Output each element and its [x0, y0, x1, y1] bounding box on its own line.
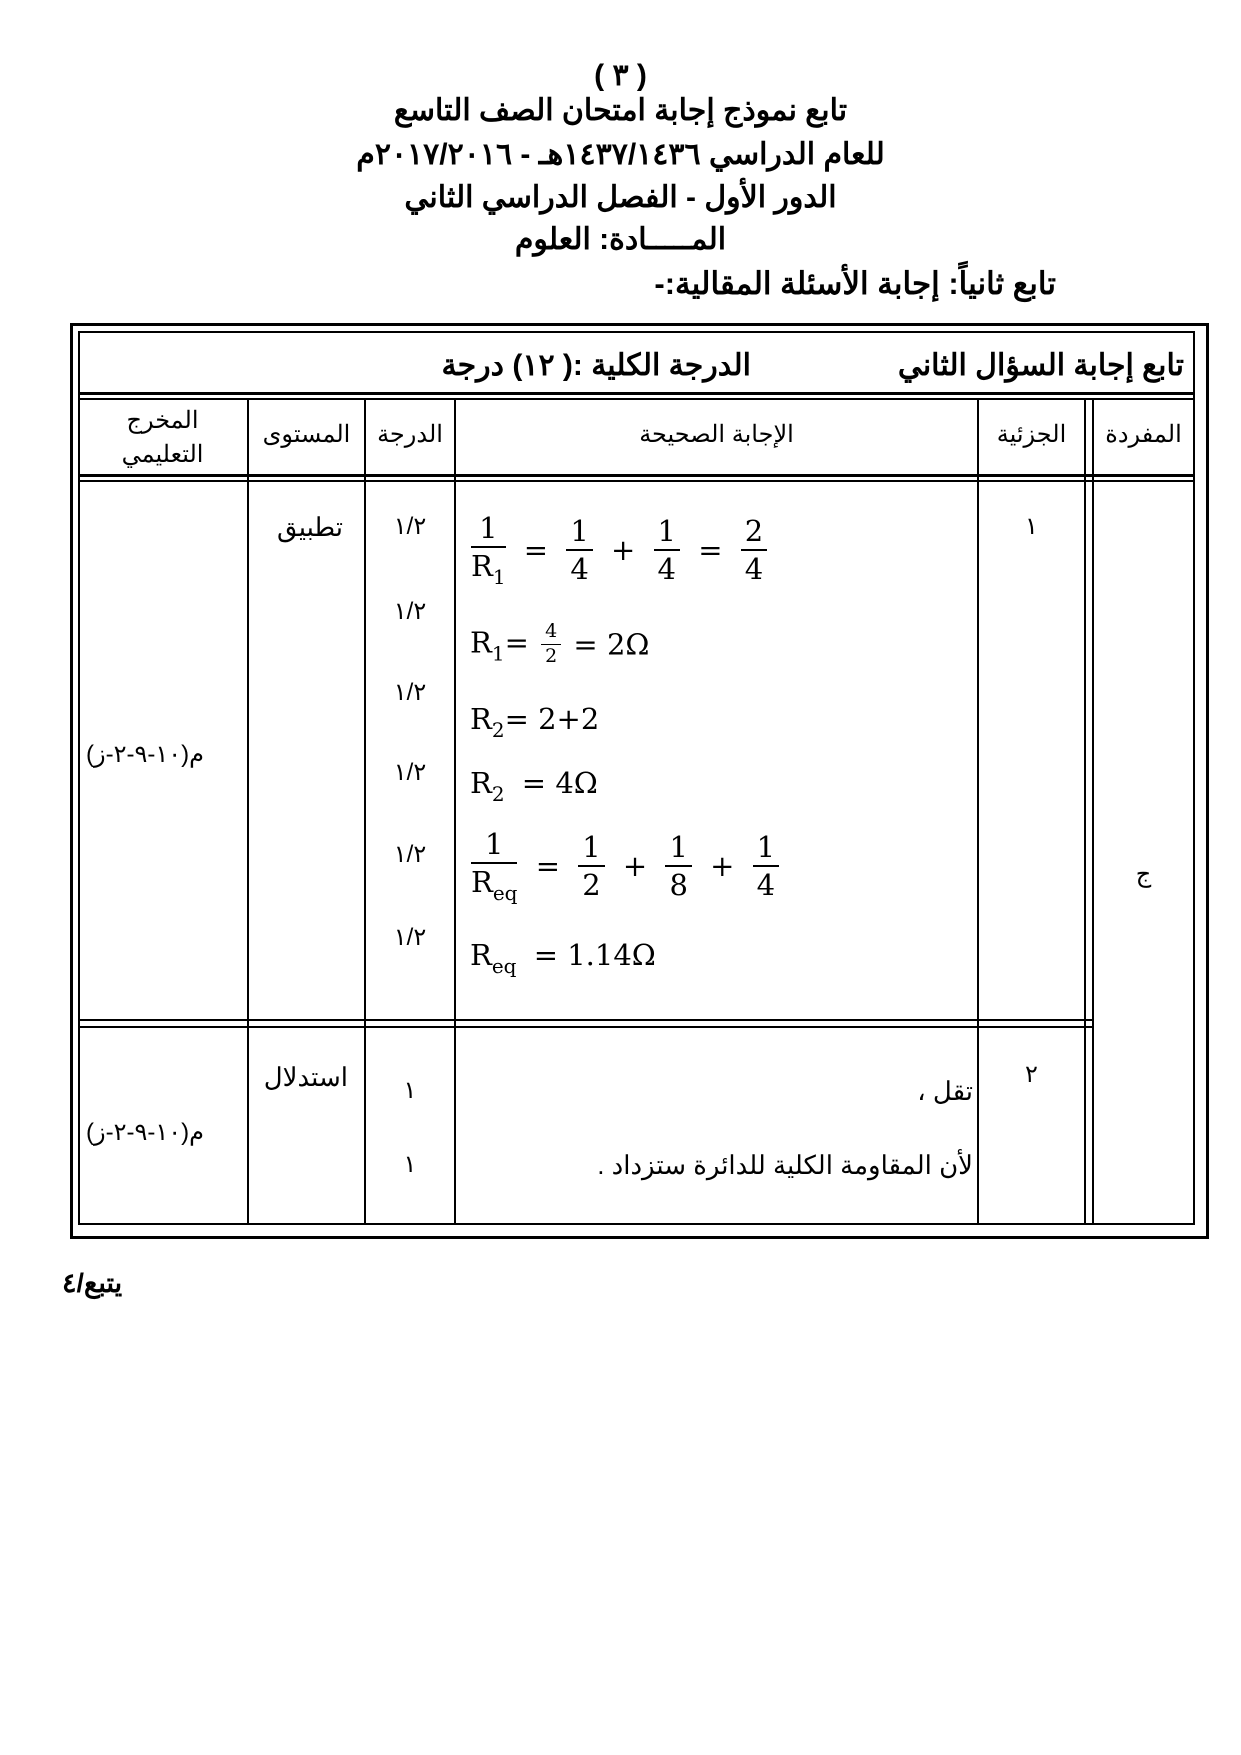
col-header-outcome: المخرج التعليمي [121, 407, 204, 468]
row2-outcome: م(١٠-٩-٢-ز) [86, 1119, 204, 1146]
subject: المـــــادة: العلوم [514, 223, 727, 256]
row2-answer-line2: لأن المقاومة الكلية للدائرة ستزداد . [597, 1150, 973, 1180]
row-divider-inner [78, 1026, 1094, 1028]
title-divider [78, 392, 1195, 395]
row1-grade: ١/٢ [393, 759, 427, 786]
row1-grade: ١/٢ [393, 598, 427, 625]
title-divider-inner [78, 398, 1195, 400]
row1-grade: ١/٢ [393, 513, 427, 540]
col-line [247, 398, 249, 1225]
row2-grade: ١ [403, 1151, 417, 1178]
equation-5: $\frac{1}{R_{eq}}$ = $\frac{1}{2}$ + $\frac{1}{8}$ + $\frac{1}{4}$ [468, 826, 782, 906]
table-title-question: تابع إجابة السؤال الثاني [897, 349, 1184, 382]
row1-grade: ١/٢ [393, 924, 427, 951]
row1-grade: ١/٢ [393, 841, 427, 868]
inner-frame-right [1193, 331, 1195, 1225]
row-divider [78, 1019, 1094, 1021]
equation-2: $R_1=$ $\frac{4}{2}$ = 2Ω [470, 620, 650, 667]
equation-1: $\frac{1}{R_1}$ = $\frac{1}{4}$ + $\frac{1}{4}$ = $\frac{2}{4}$ [468, 510, 770, 590]
row2-part: ٢ [1025, 1061, 1038, 1088]
continued-note: يتبع/٤ [62, 1268, 123, 1298]
row2-grade: ١ [403, 1077, 417, 1104]
inner-frame-top [78, 331, 1195, 333]
row1-outcome: م(١٠-٩-٢-ز) [86, 741, 204, 768]
table-title-total: الدرجة الكلية :( ١٢) درجة [441, 349, 751, 382]
col-line [454, 398, 456, 1225]
equation-4: $R_2 = 4\Omega$ [470, 766, 598, 806]
header-divider [78, 474, 1195, 477]
col-header-item: المفردة [1105, 421, 1182, 448]
col-line [1084, 398, 1086, 1225]
page-number: ( ٣ ) [594, 59, 647, 92]
answer-table [70, 323, 1209, 1239]
exam-session: الدور الأول - الفصل الدراسي الثاني [404, 181, 837, 214]
row1-level: تطبيق [277, 512, 343, 542]
col-header-answer: الإجابة الصحيحة [639, 421, 794, 448]
section-title: تابع ثانياً: إجابة الأسئلة المقالية:- [654, 266, 1056, 301]
col-header-part: الجزئية [996, 421, 1067, 448]
academic-year: للعام الدراسي ١٤٣٧/١٤٣٦هـ - ٢٠١٧/٢٠١٦م [356, 138, 885, 171]
col-header-level: المستوى [262, 421, 351, 448]
equation-3: $R_2= 2+2$ [470, 702, 600, 742]
row2-answer-line1: تقل ، [917, 1076, 973, 1106]
row2-level: استدلال [263, 1062, 348, 1092]
inner-frame-left [78, 331, 80, 1225]
inner-frame-bottom [78, 1223, 1195, 1225]
col-line [1092, 398, 1094, 1225]
equation-6: $R_{eq} = 1.14\Omega$ [470, 938, 656, 978]
item-label: ج [1135, 861, 1152, 888]
row1-part: ١ [1025, 513, 1038, 540]
document-title: تابع نموذج إجابة امتحان الصف التاسع [393, 94, 848, 127]
header-divider-inner [78, 480, 1195, 482]
col-header-grade: الدرجة [377, 421, 443, 448]
row1-grade: ١/٢ [393, 679, 427, 706]
